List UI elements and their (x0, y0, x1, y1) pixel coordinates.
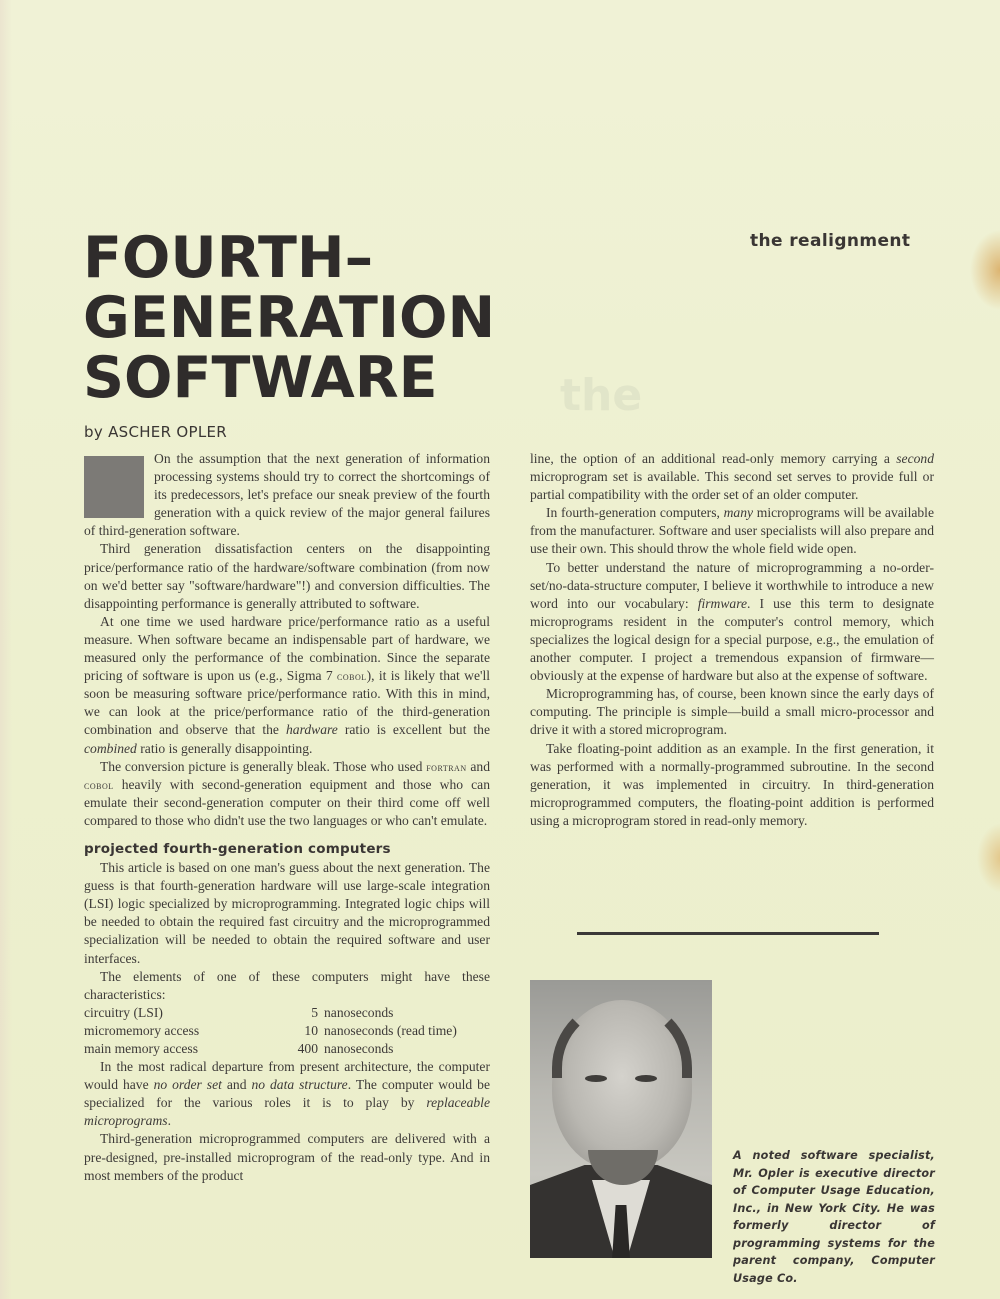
text-run: . I use this term to designate microprograms resident in the computer's control memory, which specializes the logical design for a special purpose, e.g., the emulation of another computer. I project a tremendous expansion of firmware—obviously at the expense of hardware but also at the expense of software. (530, 595, 934, 684)
paragraph (530, 450, 934, 504)
section-subheading: projected fourth-generation computers (84, 840, 391, 857)
specs-table (84, 1004, 490, 1058)
spec-value: 5 (311, 1004, 318, 1020)
spec-row (84, 1022, 490, 1040)
emphasis: combined (84, 740, 137, 756)
emphasis: no order set (153, 1077, 222, 1093)
author-caption: A noted software specialist, Mr. Opler is executive director of Computer Usage Education, Inc., in New York City. He was formerly director of programming systems for the parent company, Computer Usage Co. (733, 1149, 935, 1285)
drop-cap-block (84, 456, 144, 518)
spec-value: 10 (304, 1022, 318, 1038)
text-run: and (466, 758, 490, 774)
bleed-through-text: the (560, 370, 643, 421)
photo-eye-right (635, 1075, 657, 1082)
paragraph (530, 504, 934, 558)
emphasis: replaceable microprograms (84, 1095, 490, 1129)
text-run: ), it is likely that we'll soon be measuring software price/performance ratio. With this in mind, we can look at the price/performance ratio of the third-generation combination and observe that the (84, 668, 490, 738)
photo-eye-left (585, 1075, 607, 1082)
paragraph: Microprogramming has, of course, been known since the early days of computing. The principle is simple—build a small micro-processor and drive it with a stored microprogram. (530, 686, 934, 738)
text-run: In fourth-generation computers, (546, 505, 724, 521)
emphasis: hardware (285, 722, 338, 738)
paragraph (84, 758, 490, 830)
text-run: In the most radical departure from present architecture, the computer would have (84, 1059, 490, 1093)
spec-value: 400 (297, 1041, 318, 1056)
text-run: . The computer would be specialized for the various roles it is to play by (84, 1077, 490, 1111)
text-run: and (221, 1077, 252, 1093)
text-run: The conversion picture is generally bleak. Those who used (100, 758, 427, 774)
emphasis: firmware (697, 595, 748, 611)
title-line-3: SOFTWARE (83, 345, 438, 411)
paragraph (84, 613, 490, 758)
spec-name: micromemory access (84, 1022, 200, 1038)
paragraph: Third-generation microprogrammed computers are delivered with a pre-designed, pre-installed microprogram of the read-only type. And in most members of the product (84, 1131, 490, 1183)
photo-hair (552, 998, 692, 1078)
emphasis: second (896, 451, 934, 466)
paragraph: This article is based on one man's guess about the next generation. The guess is that fourth-generation hardware will use large-scale integration (LSI) logic specialized by microprogramming. Integrated logic chips will be needed to obtain the required fast circuitry and the microprogrammed specialization will be needed to obtain the required software and user interfaces. (84, 860, 490, 966)
small-caps-term: cobol (337, 669, 367, 684)
spec-row (84, 1004, 490, 1022)
text-run: heavily with second-generation equipment and those who can emulate their second-generation computer on their third come off well compared to those who didn't use the two languages or who can't emulate. (84, 776, 490, 828)
paragraph: On the assumption that the next generation of information processing systems should try to correct the shortcomings of its predecessors, let's preface our sneak preview of the fourth generation with a quick review of the major general failures of third-generation software. (84, 451, 490, 539)
spec-name: main memory access (84, 1041, 198, 1056)
author-photo (530, 980, 712, 1258)
text-run: To better understand the nature of microprogramming a no-order-set/no-data-structure computer, I believe it worthwhile to introduce a new word into our vocabulary: (530, 559, 934, 611)
text-run: microprogram set is available. This second set serves to provide full or partial compatibility with the order set of an older computer. (530, 469, 934, 503)
paragraph: The elements of one of these computers might have these characteristics: (84, 968, 490, 1002)
title-line-2: GENERATION (83, 285, 496, 351)
paragraph (84, 1058, 490, 1130)
spec-row (84, 1040, 490, 1058)
text-run: ratio is excellent but the (337, 722, 490, 738)
section-divider-rule (577, 932, 879, 935)
spec-name: circuitry (LSI) (84, 1004, 163, 1020)
spec-unit: nanoseconds (324, 1004, 394, 1020)
section-kicker: the realignment (750, 231, 911, 251)
text-run: At one time we used hardware price/performance ratio as a useful measure. When software became an indispensable part of hardware, we measured only the performance of the combination. Since the separate pricing of software is upon us (e.g., Sigma 7 (84, 613, 490, 684)
paragraph: Take floating-point addition as an example. In the first generation, it was performed with a normally-programmed subroutine. In the second generation, it was implemented in circuitry. In third-generation microprogrammed computers, the floating-point addition is performed using a microprogram stored in read-only memory. (530, 740, 934, 828)
emphasis: no data structure (251, 1077, 348, 1093)
title-line-1: FOURTH– (83, 225, 374, 291)
text-run: microprograms will be available from the manufacturer. Software and user specialists will also prepare and use their own. This should throw the whole field wide open. (530, 505, 934, 557)
paragraph (530, 559, 934, 686)
left-column (84, 450, 490, 1185)
small-caps-term: cobol (84, 777, 114, 792)
text-run: . (167, 1113, 171, 1129)
right-column (530, 450, 934, 830)
byline: by ASCHER OPLER (84, 423, 227, 441)
article-title (83, 225, 496, 411)
spec-unit: nanoseconds (read time) (324, 1022, 457, 1038)
paragraph: Third generation dissatisfaction centers on the disappointing price/performance ratio of the hardware/software combination (from now on we'd better say "software/hardware"!) and conversion difficulties. The disappointing performance is generally attributed to software. (84, 541, 490, 611)
text-run: line, the option of an additional read-only memory carrying a (530, 451, 897, 466)
text-run: ratio is generally disappointing. (136, 740, 313, 756)
spec-unit: nanoseconds (324, 1041, 394, 1056)
small-caps-term: fortran (426, 759, 467, 774)
emphasis: many (723, 505, 754, 521)
